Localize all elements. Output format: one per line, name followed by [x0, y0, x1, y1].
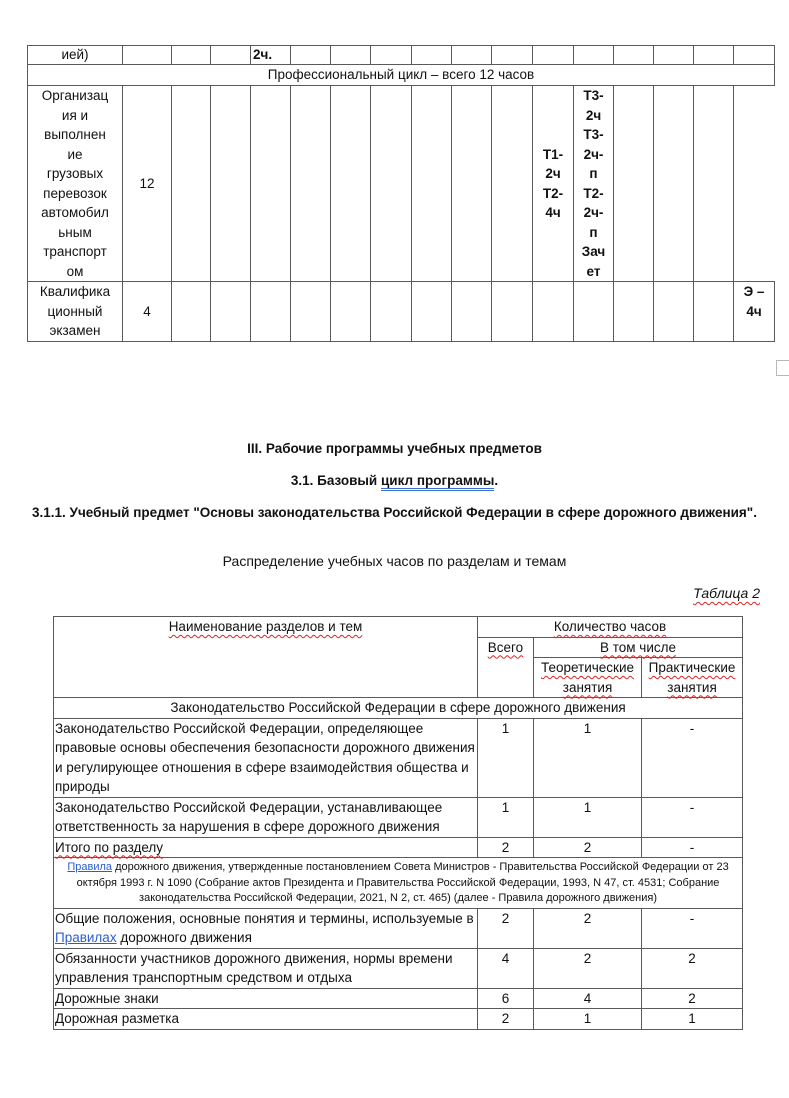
day-cell: [211, 86, 251, 282]
row-name-cell: ией): [28, 46, 123, 65]
section-title: III. Рабочие программы учебных предметов: [247, 441, 542, 456]
day-cell: [331, 282, 371, 342]
theory-cell: 1: [534, 797, 642, 837]
day-cell: [614, 282, 654, 342]
distribution-caption: Распределение учебных часов по разделам и темам: [222, 553, 567, 569]
day-cell: [614, 46, 654, 65]
total-cell: 2: [478, 908, 534, 948]
practice-cell: -: [642, 797, 743, 837]
day-cell: [492, 282, 533, 342]
table-row: [54, 988, 743, 1009]
theory-cell: 2: [534, 837, 642, 858]
theory-cell: 1: [534, 718, 642, 797]
row-name-cell: Квалифика ционный экзамен: [28, 282, 123, 342]
table-number: Таблица 2: [693, 585, 760, 601]
theory-cell: 2: [534, 908, 642, 948]
theory-cell: 2: [534, 948, 642, 988]
header-topics: Наименование разделов и тем: [54, 617, 478, 698]
day-cell: [654, 86, 694, 282]
table-row: [28, 65, 775, 86]
section-subtitle: 3.1. Базовый цикл программы.: [0, 473, 789, 488]
practice-cell: -: [642, 908, 743, 948]
day-cell: [291, 46, 331, 65]
day-cell: [251, 86, 291, 282]
day-cell: [492, 86, 533, 282]
note-row: [54, 858, 743, 909]
table-row: [54, 948, 743, 988]
day-cell: 2ч.: [251, 46, 291, 65]
subject-title: 3.1.1. Учебный предмет "Основы законодательства Российской Федерации в сфере дорожного движения".: [32, 505, 757, 520]
total-cell: 2: [478, 1009, 534, 1030]
rules-link[interactable]: Правилах: [55, 930, 117, 945]
day-cell: [172, 86, 211, 282]
total-cell: 2: [478, 837, 534, 858]
day-cell: Т3- 2ч Т3- 2ч- п Т2- 2ч- п Зач ет: [574, 86, 614, 282]
rules-footnote: Правила дорожного движения, утвержденные постановлением Совета Министров - Правительства Российской Федерации от 23 октября 1993 г. N 1090 (Собрание актов Президента и Правительства Российской Федерации, 1993, N 47, ст. 4531; Собрание законодательства Российской Федерации, 2021, N 2, ст. 465) (далее - Правила дорожного движения): [54, 858, 743, 909]
header-row: [54, 617, 743, 638]
schedule-table: [27, 45, 775, 342]
practice-cell: 2: [642, 988, 743, 1009]
day-cell: [694, 86, 734, 282]
cycle-header: Профессиональный цикл – всего 12 часов: [28, 65, 775, 86]
day-cell: [412, 46, 452, 65]
day-cell: [574, 282, 614, 342]
topic-cell: Дорожная разметка: [54, 1009, 478, 1030]
total-cell: 1: [478, 797, 534, 837]
table-row: [28, 86, 775, 282]
topic-cell: Общие положения, основные понятия и термины, используемые в Правилах дорожного движения: [54, 908, 478, 948]
practice-cell: -: [642, 837, 743, 858]
total-cell: 4: [478, 948, 534, 988]
day-cell: [694, 46, 734, 65]
hours-cell: 12: [123, 86, 172, 282]
day-cell: [452, 282, 492, 342]
day-cell: [331, 86, 371, 282]
day-cell: [291, 86, 331, 282]
table-row: [54, 908, 743, 948]
day-cell: [371, 282, 412, 342]
day-cell: [654, 46, 694, 65]
table-row: [28, 46, 775, 65]
day-cell: [412, 86, 452, 282]
day-cell: [614, 86, 654, 282]
table-row: [54, 797, 743, 837]
day-cell: [452, 86, 492, 282]
total-cell: 6: [478, 988, 534, 1009]
day-cell: [172, 46, 211, 65]
day-cell: [291, 282, 331, 342]
theory-cell: 4: [534, 988, 642, 1009]
rules-link[interactable]: Правила: [67, 861, 113, 873]
row-name-cell: Организац ия и выполнен ие грузовых перевозок автомобил ьным транспорт ом: [28, 86, 123, 282]
topic-cell: Обязанности участников дорожного движения, нормы времени управления транспортным средством и отдыха: [54, 948, 478, 988]
header-theory-cont: занятия: [534, 678, 642, 698]
practice-cell: -: [642, 718, 743, 797]
hours-cell: [123, 46, 172, 65]
table-resize-handle[interactable]: [776, 360, 789, 376]
total-cell: 1: [478, 718, 534, 797]
day-cell: [734, 46, 775, 65]
day-cell: Э – 4ч: [734, 282, 775, 342]
section-heading: Законодательство Российской Федерации в сфере дорожного движения: [54, 698, 743, 719]
day-cell: [412, 282, 452, 342]
day-cell: [492, 46, 533, 65]
day-cell: [694, 282, 734, 342]
day-cell: [574, 46, 614, 65]
day-cell: [211, 46, 251, 65]
header-theory: Теоретические: [534, 658, 642, 678]
topic-cell: Законодательство Российской Федерации, определяющее правовые основы обеспечения безопасности дорожного движения и регулирующее отношения в сфере взаимодействия общества и природы: [54, 718, 478, 797]
day-cell: [371, 86, 412, 282]
table-row: [54, 718, 743, 797]
topic-cell: Итого по разделу: [54, 837, 478, 858]
day-cell: [533, 282, 574, 342]
practice-cell: 2: [642, 948, 743, 988]
day-cell: [371, 46, 412, 65]
day-cell: [452, 46, 492, 65]
day-cell: [251, 282, 291, 342]
section-row: [54, 698, 743, 719]
day-cell: [172, 282, 211, 342]
table-row: [28, 282, 775, 342]
theory-cell: 1: [534, 1009, 642, 1030]
header-hours-count: Количество часов: [478, 617, 743, 638]
day-cell: [331, 46, 371, 65]
grammar-marked-text: цикл программы: [381, 473, 494, 491]
hours-cell: 4: [123, 282, 172, 342]
header-practice: Практические: [642, 658, 743, 678]
topic-cell: Дорожные знаки: [54, 988, 478, 1009]
header-including: В том числе: [534, 637, 743, 658]
header-total: Всего: [478, 637, 534, 698]
table-row: [54, 1009, 743, 1030]
day-cell: [211, 282, 251, 342]
practice-cell: 1: [642, 1009, 743, 1030]
topic-cell: Законодательство Российской Федерации, устанавливающее ответственность за нарушения в сфере дорожного движения: [54, 797, 478, 837]
header-practice-cont: занятия: [642, 678, 743, 698]
day-cell: Т1- 2ч Т2- 4ч: [533, 86, 574, 282]
day-cell: [533, 46, 574, 65]
hours-table: [53, 616, 743, 1030]
day-cell: [654, 282, 694, 342]
subtotal-row: [54, 837, 743, 858]
